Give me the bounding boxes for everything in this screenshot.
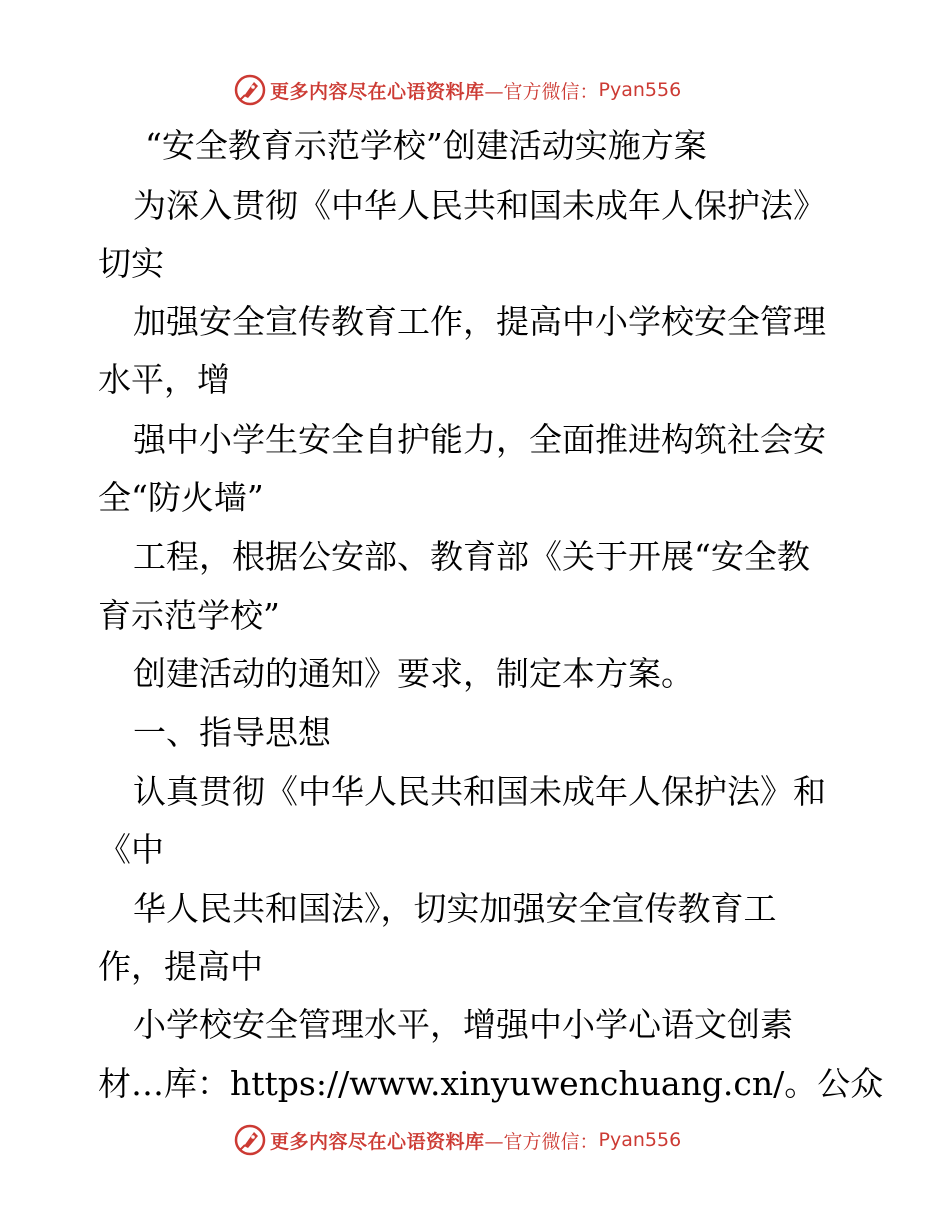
text-line: 强中小学生安全自护能力，全面推进构筑社会安 (133, 420, 826, 459)
text-line: 育示范学校” (98, 596, 280, 635)
pen-nib-logo-icon (234, 1124, 266, 1156)
header-banner (234, 70, 714, 110)
document-title: “安全教育示范学校”创建活动实施方案 (145, 126, 707, 165)
text-line: 作，提高中 (98, 947, 263, 986)
banner-text: 更多内容尽在心语资料库 (270, 80, 485, 103)
banner-suffix: —官方微信： (484, 1130, 599, 1153)
text-line: 小学校安全管理水平，增强中小学心语文创素 (133, 1005, 793, 1044)
text-line: 创建活动的通知》要求，制定本方案。 (133, 654, 694, 693)
pen-nib-logo-icon (234, 74, 266, 106)
banner-wechat-id: Pyan556 (598, 79, 682, 101)
text-line: 为深入贯彻《中华人民共和国未成年人保护法》 (133, 186, 826, 225)
text-line: 全“防火墙” (98, 478, 264, 517)
text-line: 材…库：https://www.xinyuwenchuang.cn/。公众 (98, 1064, 884, 1103)
section-heading: 一、指导思想 (133, 713, 331, 752)
banner-suffix: —官方微信： (484, 80, 599, 103)
text-line: 水平，增 (98, 360, 230, 399)
text-line: 加强安全宣传教育工作，提高中小学校安全管理 (133, 302, 826, 341)
banner-text: 更多内容尽在心语资料库 (270, 1130, 485, 1153)
banner-wechat-id: Pyan556 (598, 1129, 682, 1151)
text-line: 工程，根据公安部、教育部《关于开展“安全教 (133, 537, 810, 576)
text-line: 华人民共和国法》，切实加强安全宣传教育工 (133, 889, 777, 928)
text-line: 《中 (98, 830, 164, 869)
text-line: 切实 (98, 244, 164, 283)
footer-banner (234, 1120, 714, 1160)
text-line: 认真贯彻《中华人民共和国未成年人保护法》和 (133, 772, 826, 811)
